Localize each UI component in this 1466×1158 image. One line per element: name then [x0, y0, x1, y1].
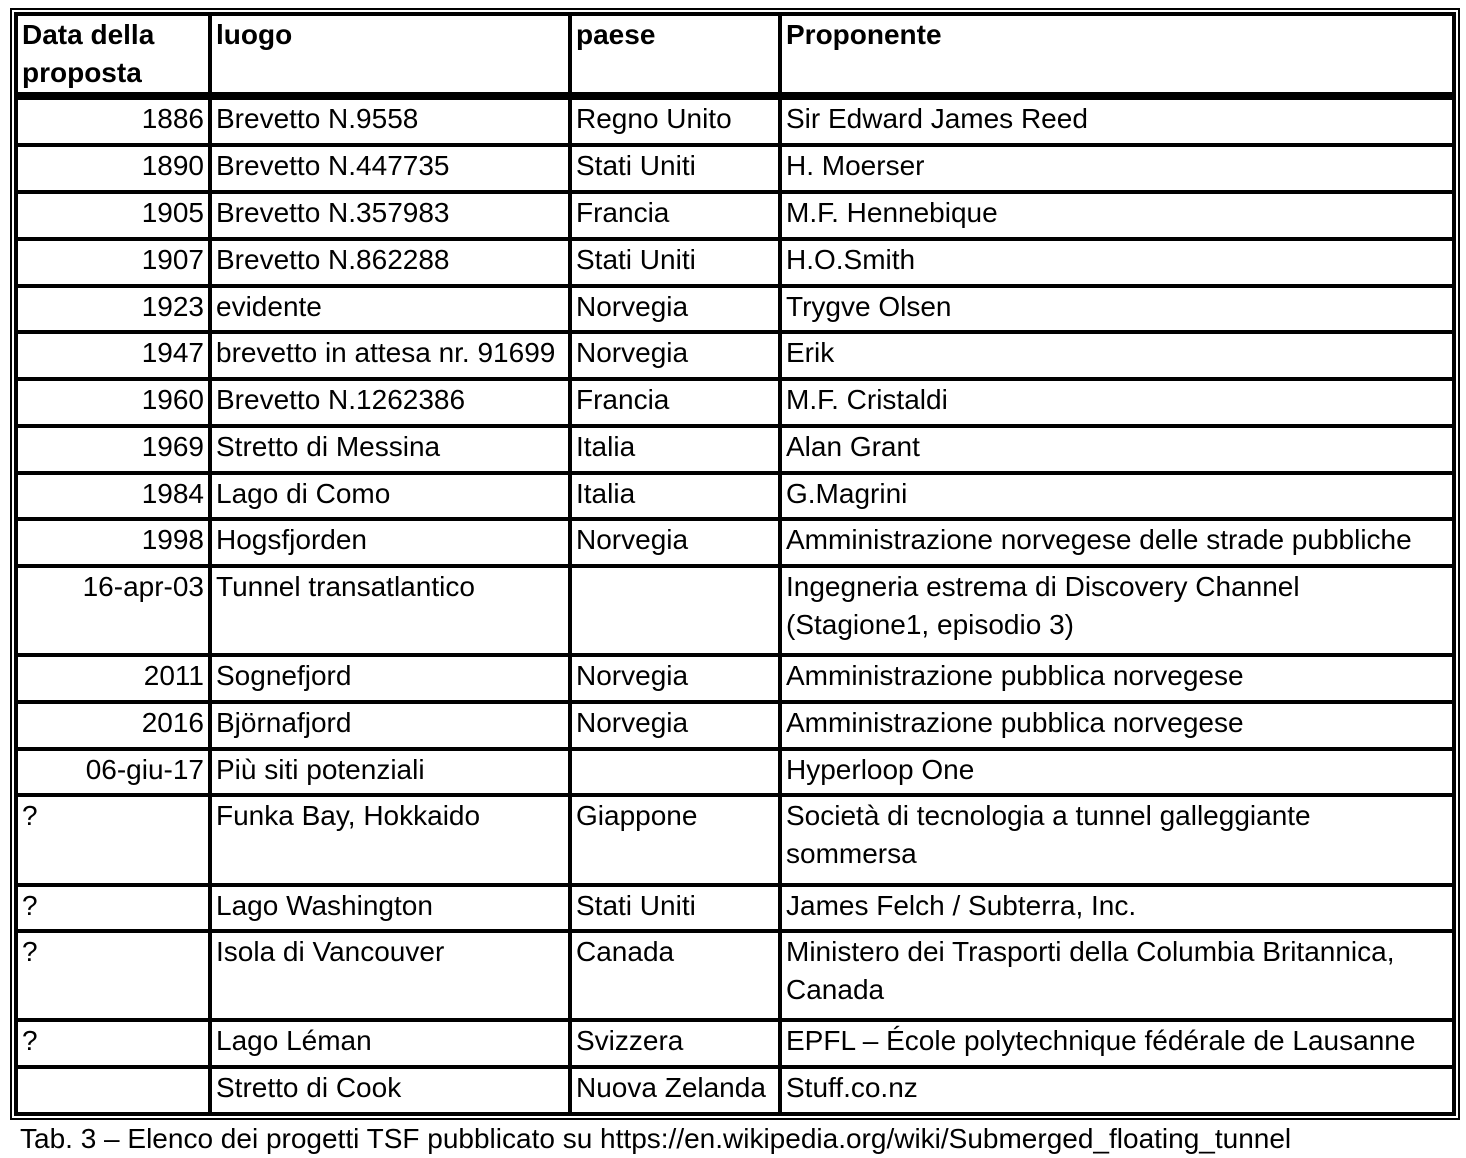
cell-proponente: Erik [782, 334, 1456, 381]
cell-luogo: Sognefjord [212, 657, 572, 704]
table-frame [10, 8, 1460, 1120]
cell-luogo: Stretto di Messina [212, 428, 572, 475]
table-caption: Tab. 3 – Elenco dei progetti TSF pubblicato su https://en.wikipedia.org/wiki/Submerged_floating_tunnel [20, 1123, 1292, 1154]
cell-proponente: Amministrazione pubblica norvegese [782, 657, 1456, 704]
cell-date: 16-apr-03 [14, 568, 212, 657]
table-row [14, 1069, 1456, 1116]
cell-date: 1923 [14, 288, 212, 335]
cell-date: 1890 [14, 147, 212, 194]
table-row [14, 147, 1456, 194]
cell-luogo: Lago di Como [212, 475, 572, 522]
cell-date: ? [14, 797, 212, 886]
cell-luogo: Funka Bay, Hokkaido [212, 797, 572, 886]
cell-paese: Regno Unito [572, 96, 782, 147]
cell-luogo: brevetto in attesa nr. 91699 [212, 334, 572, 381]
cell-paese: Stati Uniti [572, 147, 782, 194]
header-luogo: luogo [212, 12, 572, 96]
cell-paese: Francia [572, 381, 782, 428]
cell-proponente: Amministrazione norvegese delle strade pubbliche [782, 521, 1456, 568]
cell-luogo: Lago Léman [212, 1022, 572, 1069]
cell-proponente: M.F. Cristaldi [782, 381, 1456, 428]
cell-paese [572, 568, 782, 657]
cell-luogo: evidente [212, 288, 572, 335]
table-row [14, 751, 1456, 798]
cell-date: 1984 [14, 475, 212, 522]
cell-proponente: James Felch / Subterra, Inc. [782, 887, 1456, 934]
cell-luogo: Hogsfjorden [212, 521, 572, 568]
cell-proponente: Società di tecnologia a tunnel galleggiante sommersa [782, 797, 1456, 886]
cell-proponente: Ministero dei Trasporti della Columbia Britannica, Canada [782, 933, 1456, 1022]
cell-paese: Canada [572, 933, 782, 1022]
table-row [14, 657, 1456, 704]
cell-date: 1947 [14, 334, 212, 381]
cell-proponente: Ingegneria estrema di Discovery Channel (Stagione1, episodio 3) [782, 568, 1456, 657]
cell-date: 1960 [14, 381, 212, 428]
header-paese: paese [572, 12, 782, 96]
cell-date: 1998 [14, 521, 212, 568]
table-row [14, 568, 1456, 657]
cell-luogo: Brevetto N.357983 [212, 194, 572, 241]
table-row [14, 1022, 1456, 1069]
cell-luogo: Brevetto N.9558 [212, 96, 572, 147]
cell-luogo: Isola di Vancouver [212, 933, 572, 1022]
header-proponente: Proponente [782, 12, 1456, 96]
cell-paese: Norvegia [572, 657, 782, 704]
table-row [14, 334, 1456, 381]
cell-paese: Nuova Zelanda [572, 1069, 782, 1116]
table-row [14, 96, 1456, 147]
table-row [14, 381, 1456, 428]
cell-date: 2011 [14, 657, 212, 704]
header-date: Data della proposta [14, 12, 212, 96]
cell-paese: Giappone [572, 797, 782, 886]
cell-proponente: Hyperloop One [782, 751, 1456, 798]
cell-date: 2016 [14, 704, 212, 751]
cell-luogo: Lago Washington [212, 887, 572, 934]
table-row [14, 933, 1456, 1022]
table-row [14, 288, 1456, 335]
table-row [14, 428, 1456, 475]
cell-proponente: EPFL – École polytechnique fédérale de Lausanne [782, 1022, 1456, 1069]
cell-date: 1905 [14, 194, 212, 241]
cell-paese: Italia [572, 428, 782, 475]
cell-date: 1907 [14, 241, 212, 288]
cell-paese: Stati Uniti [572, 887, 782, 934]
cell-paese: Francia [572, 194, 782, 241]
cell-date: 1969 [14, 428, 212, 475]
cell-proponente: H. Moerser [782, 147, 1456, 194]
table-row [14, 704, 1456, 751]
cell-date: ? [14, 887, 212, 934]
cell-proponente: G.Magrini [782, 475, 1456, 522]
cell-luogo: Tunnel transatlantico [212, 568, 572, 657]
cell-luogo: Brevetto N.447735 [212, 147, 572, 194]
cell-proponente: H.O.Smith [782, 241, 1456, 288]
cell-luogo: Björnafjord [212, 704, 572, 751]
cell-paese: Norvegia [572, 334, 782, 381]
table-header-row [14, 12, 1456, 96]
cell-date: 1886 [14, 96, 212, 147]
table-row [14, 521, 1456, 568]
table-row [14, 887, 1456, 934]
proposals-table [14, 12, 1456, 1116]
cell-proponente: Sir Edward James Reed [782, 96, 1456, 147]
cell-proponente: Alan Grant [782, 428, 1456, 475]
cell-date: ? [14, 1022, 212, 1069]
cell-paese: Norvegia [572, 288, 782, 335]
cell-paese: Norvegia [572, 704, 782, 751]
table-row [14, 797, 1456, 886]
cell-luogo: Brevetto N.1262386 [212, 381, 572, 428]
cell-paese: Svizzera [572, 1022, 782, 1069]
cell-luogo: Più siti potenziali [212, 751, 572, 798]
table-row [14, 475, 1456, 522]
table-row [14, 241, 1456, 288]
cell-proponente: Stuff.co.nz [782, 1069, 1456, 1116]
cell-proponente: Amministrazione pubblica norvegese [782, 704, 1456, 751]
cell-date: ? [14, 933, 212, 1022]
cell-date [14, 1069, 212, 1116]
cell-paese: Italia [572, 475, 782, 522]
cell-luogo: Stretto di Cook [212, 1069, 572, 1116]
cell-date: 06-giu-17 [14, 751, 212, 798]
table-row [14, 194, 1456, 241]
cell-paese: Norvegia [572, 521, 782, 568]
cell-paese: Stati Uniti [572, 241, 782, 288]
cell-proponente: Trygve Olsen [782, 288, 1456, 335]
cell-paese [572, 751, 782, 798]
cell-proponente: M.F. Hennebique [782, 194, 1456, 241]
cell-luogo: Brevetto N.862288 [212, 241, 572, 288]
